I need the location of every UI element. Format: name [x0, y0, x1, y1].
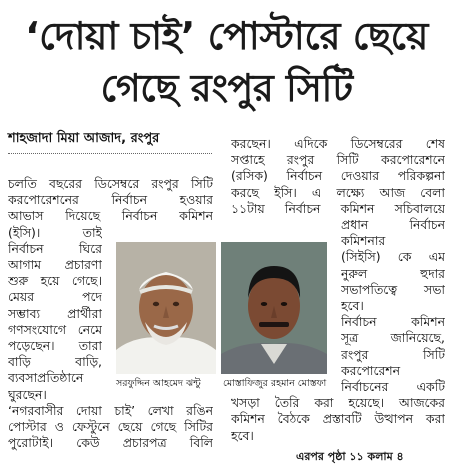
- col2-line: করপোরেশন: [341, 362, 400, 378]
- col1-line: আগাম প্রচারণা: [8, 257, 102, 273]
- col1-line: পড়েছেন। তারা: [8, 338, 102, 354]
- col2-line: রংপুর সিটি: [341, 346, 445, 362]
- col2-line: সূত্র জানিয়েছে,: [341, 330, 445, 346]
- col2-line: নির্বাচন কমিশন: [341, 314, 445, 330]
- col2-line: হবে।: [341, 298, 364, 314]
- col1-line: আভাস দিয়েছে নির্বাচন কমিশন: [8, 208, 213, 224]
- col2-line: সপ্তাহে রংপুর সিটি করপোরেশনে: [231, 152, 445, 168]
- col2-line: (সিইসি) কে এম: [341, 249, 445, 265]
- col2-line: কমিশন বৈঠকে প্রস্তাবটি উত্থাপন করা: [231, 411, 445, 427]
- headline-line-2: গেছে রংপুর সিটি: [100, 66, 353, 110]
- photo-mostafizur: [221, 242, 327, 374]
- col1-line: শুরু হয়ে গেছে।: [8, 273, 102, 289]
- col1-line: নির্বাচন ঘিরে: [8, 240, 102, 256]
- byline-rule: [8, 153, 212, 154]
- col2-line: খসড়া তৈরি করা হয়েছে। আজকের: [231, 395, 445, 411]
- col1-line: ব্যবসাপ্রতিষ্ঠানে: [8, 370, 84, 386]
- col2-line: সভাপতিত্বে সভা: [341, 281, 445, 297]
- col1-line: ‘নগরবাসীর দোয়া চাই’ লেখা রঙিন: [8, 402, 213, 418]
- col1-line: ঘুরছেন।: [8, 386, 47, 402]
- col1-line: (ইসি)। তাই: [8, 224, 102, 240]
- photo-sarfuddin: [116, 242, 216, 374]
- col1-line: বাড়ি বাড়ি,: [8, 354, 102, 370]
- col1-line: চলতি বছরের ডিসেম্বরে রংপুর সিটি: [8, 176, 213, 191]
- col2-line: নির্বাচনের একটি: [341, 379, 445, 395]
- photo2-caption: মোস্তাফিজুর রহমান মোস্তফা: [223, 378, 327, 389]
- headline-line-1: ‘দোয়া চাই’ পোস্টারে ছেয়ে: [25, 14, 428, 58]
- col2-line: প্রধান নির্বাচন: [341, 217, 445, 233]
- col1-line: পোস্টার ও ফেস্টুনে ছেয়ে গেছে সিটির: [8, 419, 213, 435]
- col1-line: মেয়র পদে: [8, 289, 102, 305]
- col2-line: নুরুল হুদার: [341, 265, 445, 281]
- col2-line: করছে ইসি। এ লক্ষ্যে আজ বেলা: [231, 184, 445, 200]
- col2-line: ১১টায় নির্বাচন কমিশন সচিবালয়ে: [231, 200, 445, 216]
- col1-line: সম্ভাব্য প্রার্থীরা: [8, 305, 102, 321]
- col2-line: করছেন। এদিকে ডিসেম্বরের শেষ: [231, 136, 445, 151]
- col1-line: পুরোটাই। কেউ প্রচারপত্র বিলি: [8, 435, 213, 451]
- portrait-2-image: [221, 242, 327, 374]
- continued-note: এরপর পৃষ্ঠা ১১ কলাম ৪: [296, 450, 404, 463]
- col1-line: গণসংযোগে নেমে: [8, 321, 102, 337]
- col2-line: কমিশনার: [341, 233, 386, 249]
- col2-line: (রসিক) নির্বাচন দেওয়ার পরিকল্পনা: [231, 168, 445, 184]
- photo1-caption: সরফুদ্দিন আহমেদ ঝন্টু: [116, 378, 201, 389]
- portrait-1-image: [116, 242, 216, 374]
- col1-line: করপোরেশনের নির্বাচন হওয়ার: [8, 192, 213, 208]
- col2-line: হবে।: [231, 427, 254, 443]
- byline: শাহজাদা মিয়া আজাদ, রংপুর: [8, 131, 160, 146]
